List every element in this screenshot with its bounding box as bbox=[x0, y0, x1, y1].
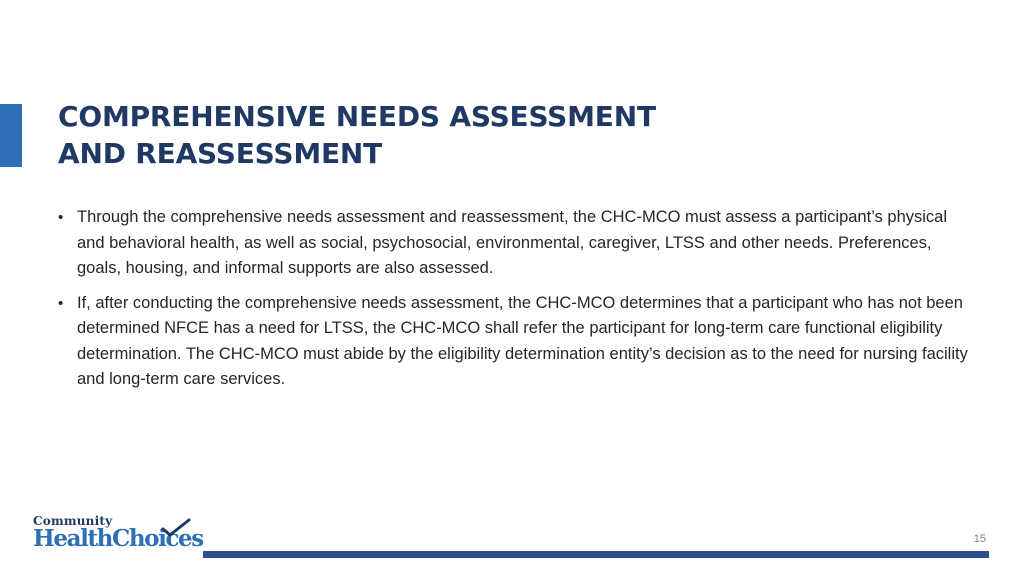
bullet-text: If, after conducting the comprehensive needs assessment, the CHC-MCO determines that a participant who has not been determined NFCE has a need for LTSS, the CHC-MCO shall refer the participant for long-term care functional eligibility determination. The CHC-MCO must abide by the eligibility determination entity’s decision as to the need for nursing facility and long-term care services. bbox=[77, 293, 968, 388]
slide-title-line-1: COMPREHENSIVE NEEDS ASSESSMENT bbox=[58, 100, 656, 133]
slide-title-line-2: AND REASSESSMENT bbox=[58, 137, 383, 170]
bullet-item bbox=[58, 291, 968, 393]
community-healthchoices-logo bbox=[33, 514, 203, 562]
slide-title bbox=[58, 98, 656, 172]
page-number: 15 bbox=[973, 533, 986, 545]
checkmark-icon bbox=[161, 518, 191, 538]
logo-healthchoices-text: HealthChoices bbox=[33, 525, 203, 552]
bullet-list bbox=[58, 205, 968, 402]
title-accent-bar bbox=[0, 104, 22, 167]
bullet-text: Through the comprehensive needs assessment and reassessment, the CHC-MCO must assess a participant’s physical and behavioral health, as well as social, psychosocial, environmental, caregiver, LTSS and other needs. Preferences, goals, housing, and informal supports are also assessed. bbox=[77, 208, 948, 277]
logo-community-text: Community bbox=[33, 514, 113, 528]
bullet-marker: • bbox=[58, 209, 64, 226]
bullet-item bbox=[58, 205, 968, 282]
footer-bar bbox=[203, 551, 989, 558]
bullet-marker: • bbox=[58, 294, 64, 312]
